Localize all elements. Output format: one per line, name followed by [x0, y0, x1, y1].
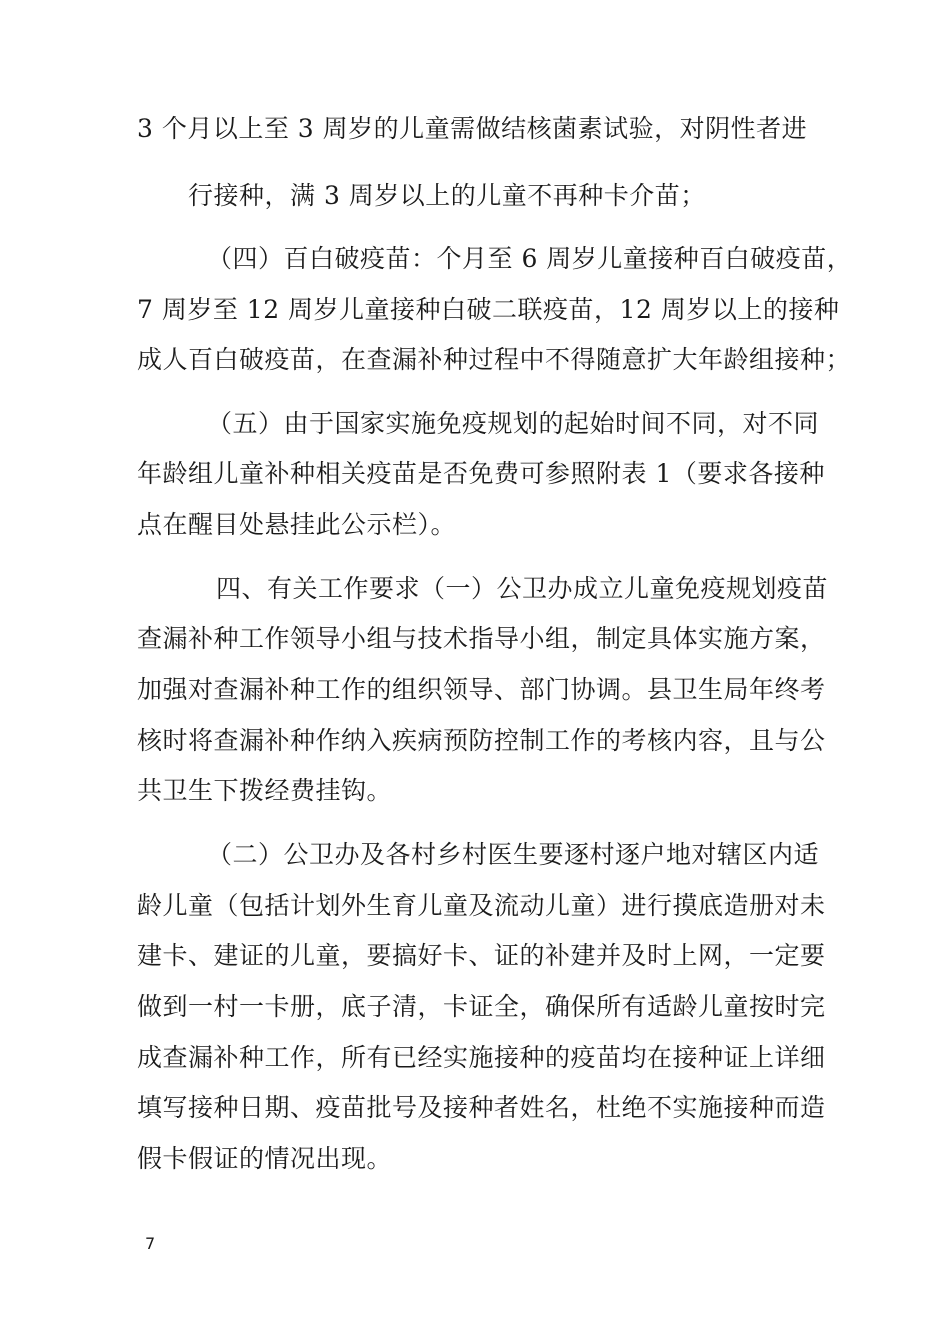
page-number: 7: [145, 1234, 156, 1253]
text-line: 填写接种日期、疫苗批号及接种者姓名，杜绝不实施接种而造: [137, 1093, 826, 1122]
text-line: 行接种，满 3 周岁以上的儿童不再种卡介苗；: [188, 181, 706, 210]
text-line: 加强对查漏补种工作的组织领导、部门协调。县卫生局年终考: [137, 675, 826, 704]
text-line: 四、有关工作要求（一）公卫办成立儿童免疫规划疫苗: [216, 574, 829, 603]
text-line: 点在醒目处悬挂此公示栏）。: [137, 510, 457, 539]
text-line: 成查漏补种工作，所有已经实施接种的疫苗均在接种证上详细: [137, 1043, 826, 1072]
text-line: 核时将查漏补种作纳入疾病预防控制工作的考核内容，且与公: [137, 726, 826, 755]
text-line: （二）公卫办及各村乡村医生要逐村逐户地对辖区内适: [207, 840, 820, 869]
text-line: 建卡、建证的儿童，要搞好卡、证的补建并及时上网，一定要: [137, 941, 826, 970]
text-line: 假卡假证的情况出现。: [137, 1144, 393, 1173]
text-line: 做到一村一卡册，底子清，卡证全，确保所有适龄儿童按时完: [137, 992, 826, 1021]
text-line: 7 周岁至 12 周岁儿童接种白破二联疫苗，12 周岁以上的接种: [137, 295, 840, 324]
text-line: 共卫生下拨经费挂钩。: [137, 776, 393, 805]
text-line: 龄儿童（包括计划外生育儿童及流动儿童）进行摸底造册对未: [137, 891, 826, 920]
text-line: 成人百白破疫苗，在查漏补种过程中不得随意扩大年龄组接种；: [137, 345, 852, 374]
text-line: （五）由于国家实施免疫规划的起始时间不同，对不同: [207, 409, 820, 438]
text-line: 3 个月以上至 3 周岁的儿童需做结核菌素试验，对阴性者进: [137, 114, 808, 143]
text-line: 年龄组儿童补种相关疫苗是否免费可参照附表 1（要求各接种: [137, 459, 825, 488]
text-line: （四）百白破疫苗：个月至 6 周岁儿童接种百白破疫苗，: [207, 244, 853, 273]
text-line: 查漏补种工作领导小组与技术指导小组，制定具体实施方案，: [137, 624, 826, 653]
